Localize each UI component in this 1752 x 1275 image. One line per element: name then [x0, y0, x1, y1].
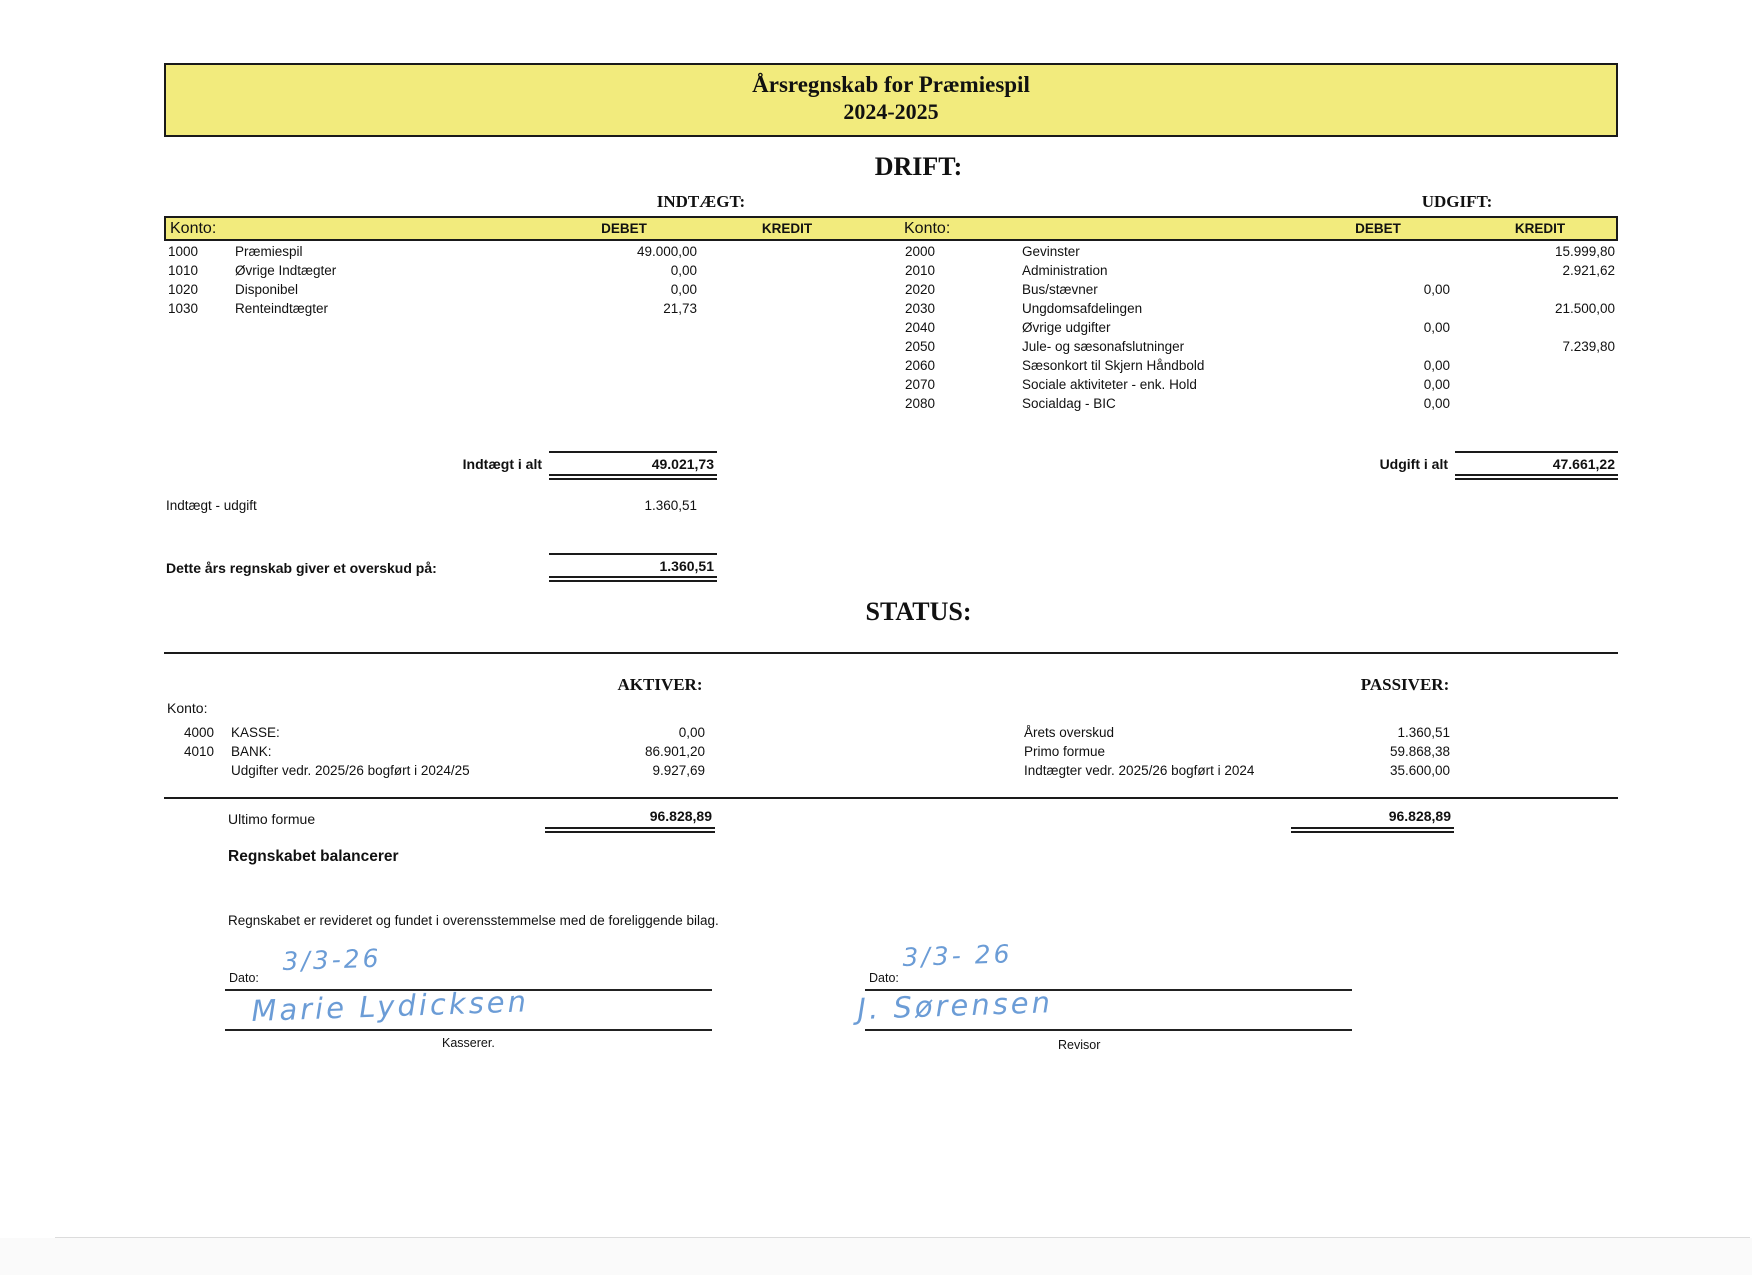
- expense-konto-header: Konto:: [904, 220, 951, 237]
- table-row: [0, 742, 1752, 761]
- konto-number: 2030: [905, 301, 936, 316]
- kredit-value: 7.239,80: [1562, 339, 1615, 354]
- konto-number: 1000: [168, 244, 199, 259]
- account-name: Bus/stævner: [1022, 282, 1098, 297]
- konto-number: 2010: [905, 263, 936, 278]
- account-name: Primo formue: [1024, 744, 1106, 759]
- status-top-rule: [164, 652, 1618, 654]
- table-row: [0, 242, 1752, 261]
- debet-value: 0,00: [1423, 282, 1450, 297]
- ultimo-label: Ultimo formue: [228, 811, 316, 827]
- drift-heading: DRIFT:: [874, 152, 963, 181]
- handwritten-signature-kasserer: Marie Lydicksen: [250, 984, 530, 1028]
- account-name: KASSE:: [231, 725, 280, 740]
- konto-number: 4010: [184, 744, 215, 759]
- kredit-value: 2.921,62: [1562, 263, 1615, 278]
- konto-number: 2070: [905, 377, 936, 392]
- balance-note: Regnskabet balancerer: [228, 848, 399, 865]
- ultimo-value-aktiver: 96.828,89: [545, 808, 715, 833]
- konto-number: 2050: [905, 339, 936, 354]
- date-label-revisor: Dato:: [869, 971, 899, 985]
- income-total-value: 49.021,73: [549, 451, 717, 480]
- table-row: [0, 337, 1752, 356]
- income-section-label: INDTÆGT:: [656, 192, 746, 211]
- role-label-kasserer: Kasserer.: [442, 1036, 495, 1050]
- account-name: Indtægter vedr. 2025/26 bogført i 2024: [1024, 763, 1255, 778]
- income-konto-header: Konto:: [170, 220, 217, 237]
- account-value: 9.927,69: [652, 763, 705, 778]
- debet-value: 0,00: [1423, 358, 1450, 373]
- passiver-heading: PASSIVER:: [1360, 675, 1450, 694]
- expense-kredit-header: KREDIT: [1514, 221, 1566, 236]
- account-name: Ungdomsafdelingen: [1022, 301, 1143, 316]
- expense-total-label: Udgift i alt: [1379, 456, 1448, 472]
- scan-artifact-band: [0, 1238, 1752, 1275]
- table-row: [0, 280, 1752, 299]
- konto-number: 1030: [168, 301, 199, 316]
- account-name: BANK:: [231, 744, 272, 759]
- audit-note: Regnskabet er revideret og fundet i overensstemmelse med de foreliggende bilag.: [228, 913, 719, 928]
- account-name: Præmiespil: [235, 244, 303, 259]
- table-row: [0, 356, 1752, 375]
- account-name: Socialdag - BIC: [1022, 396, 1116, 411]
- expense-total-value: 47.661,22: [1455, 451, 1618, 480]
- kredit-value: 21.500,00: [1554, 301, 1615, 316]
- account-name: Renteindtægter: [235, 301, 329, 316]
- handwritten-date-kasserer: 3/3-26: [281, 943, 383, 976]
- ultimo-value-passiver: 96.828,89: [1291, 808, 1454, 833]
- net-result-value: 1.360,51: [644, 498, 697, 513]
- expense-section-label: UDGIFT:: [1421, 192, 1493, 211]
- konto-number: 4000: [184, 725, 215, 740]
- account-name: Jule- og sæsonafslutninger: [1022, 339, 1185, 354]
- aktiver-heading: AKTIVER:: [617, 675, 703, 694]
- surplus-value: 1.360,51: [549, 553, 717, 582]
- document-title: Årsregnskab for Præmiespil: [752, 72, 1030, 97]
- net-result-label: Indtægt - udgift: [166, 498, 257, 513]
- konto-number: 2020: [905, 282, 936, 297]
- konto-number: 1010: [168, 263, 199, 278]
- income-total-label: Indtægt i alt: [462, 456, 542, 472]
- document-period: 2024-2025: [843, 99, 939, 124]
- expense-debet-header: DEBET: [1355, 221, 1401, 236]
- konto-number: 2040: [905, 320, 936, 335]
- table-row: [0, 375, 1752, 394]
- surplus-label: Dette års regnskab giver et overskud på:: [166, 560, 437, 576]
- table-row: [0, 394, 1752, 413]
- kredit-value: 15.999,80: [1554, 244, 1615, 259]
- income-debet-header: DEBET: [601, 221, 647, 236]
- account-value: 0,00: [678, 725, 705, 740]
- account-name: Øvrige udgifter: [1022, 320, 1111, 335]
- account-name: Årets overskud: [1024, 725, 1115, 740]
- account-name: Disponibel: [235, 282, 299, 297]
- konto-number: 2000: [905, 244, 936, 259]
- role-label-revisor: Revisor: [1058, 1038, 1101, 1052]
- status-heading: STATUS:: [865, 597, 972, 626]
- status-konto-label: Konto:: [167, 700, 208, 716]
- drift-table-header: [164, 216, 1618, 241]
- handwritten-signature-revisor: J. Sørensen: [856, 985, 1054, 1026]
- account-value: 1.360,51: [1397, 725, 1450, 740]
- debet-value: 0,00: [670, 282, 697, 297]
- account-name: Øvrige Indtægter: [235, 263, 337, 278]
- signature-line-kasserer: [225, 1029, 712, 1031]
- account-name: Sæsonkort til Skjern Håndbold: [1022, 358, 1205, 373]
- table-row: [0, 761, 1752, 780]
- status-bottom-rule: [164, 797, 1618, 799]
- handwritten-date-revisor: 3/3- 26: [901, 939, 1013, 972]
- table-row: [0, 723, 1752, 742]
- debet-value: 0,00: [1423, 320, 1450, 335]
- konto-number: 1020: [168, 282, 199, 297]
- debet-value: 0,00: [670, 263, 697, 278]
- account-value: 59.868,38: [1389, 744, 1450, 759]
- title-banner: [164, 63, 1618, 137]
- account-name: Udgifter vedr. 2025/26 bogført i 2024/25: [231, 763, 470, 778]
- konto-number: 2060: [905, 358, 936, 373]
- debet-value: 0,00: [1423, 377, 1450, 392]
- table-row: [0, 318, 1752, 337]
- account-value: 35.600,00: [1389, 763, 1450, 778]
- table-row: [0, 261, 1752, 280]
- account-name: Administration: [1022, 263, 1108, 278]
- date-label-kasserer: Dato:: [229, 971, 259, 985]
- debet-value: 21,73: [663, 301, 697, 316]
- signature-line-revisor: [865, 1029, 1352, 1031]
- income-kredit-header: KREDIT: [761, 221, 813, 236]
- table-row: [0, 299, 1752, 318]
- account-value: 86.901,20: [644, 744, 705, 759]
- debet-value: 49.000,00: [636, 244, 697, 259]
- account-name: Sociale aktiviteter - enk. Hold: [1022, 377, 1197, 392]
- debet-value: 0,00: [1423, 396, 1450, 411]
- konto-number: 2080: [905, 396, 936, 411]
- account-name: Gevinster: [1022, 244, 1080, 259]
